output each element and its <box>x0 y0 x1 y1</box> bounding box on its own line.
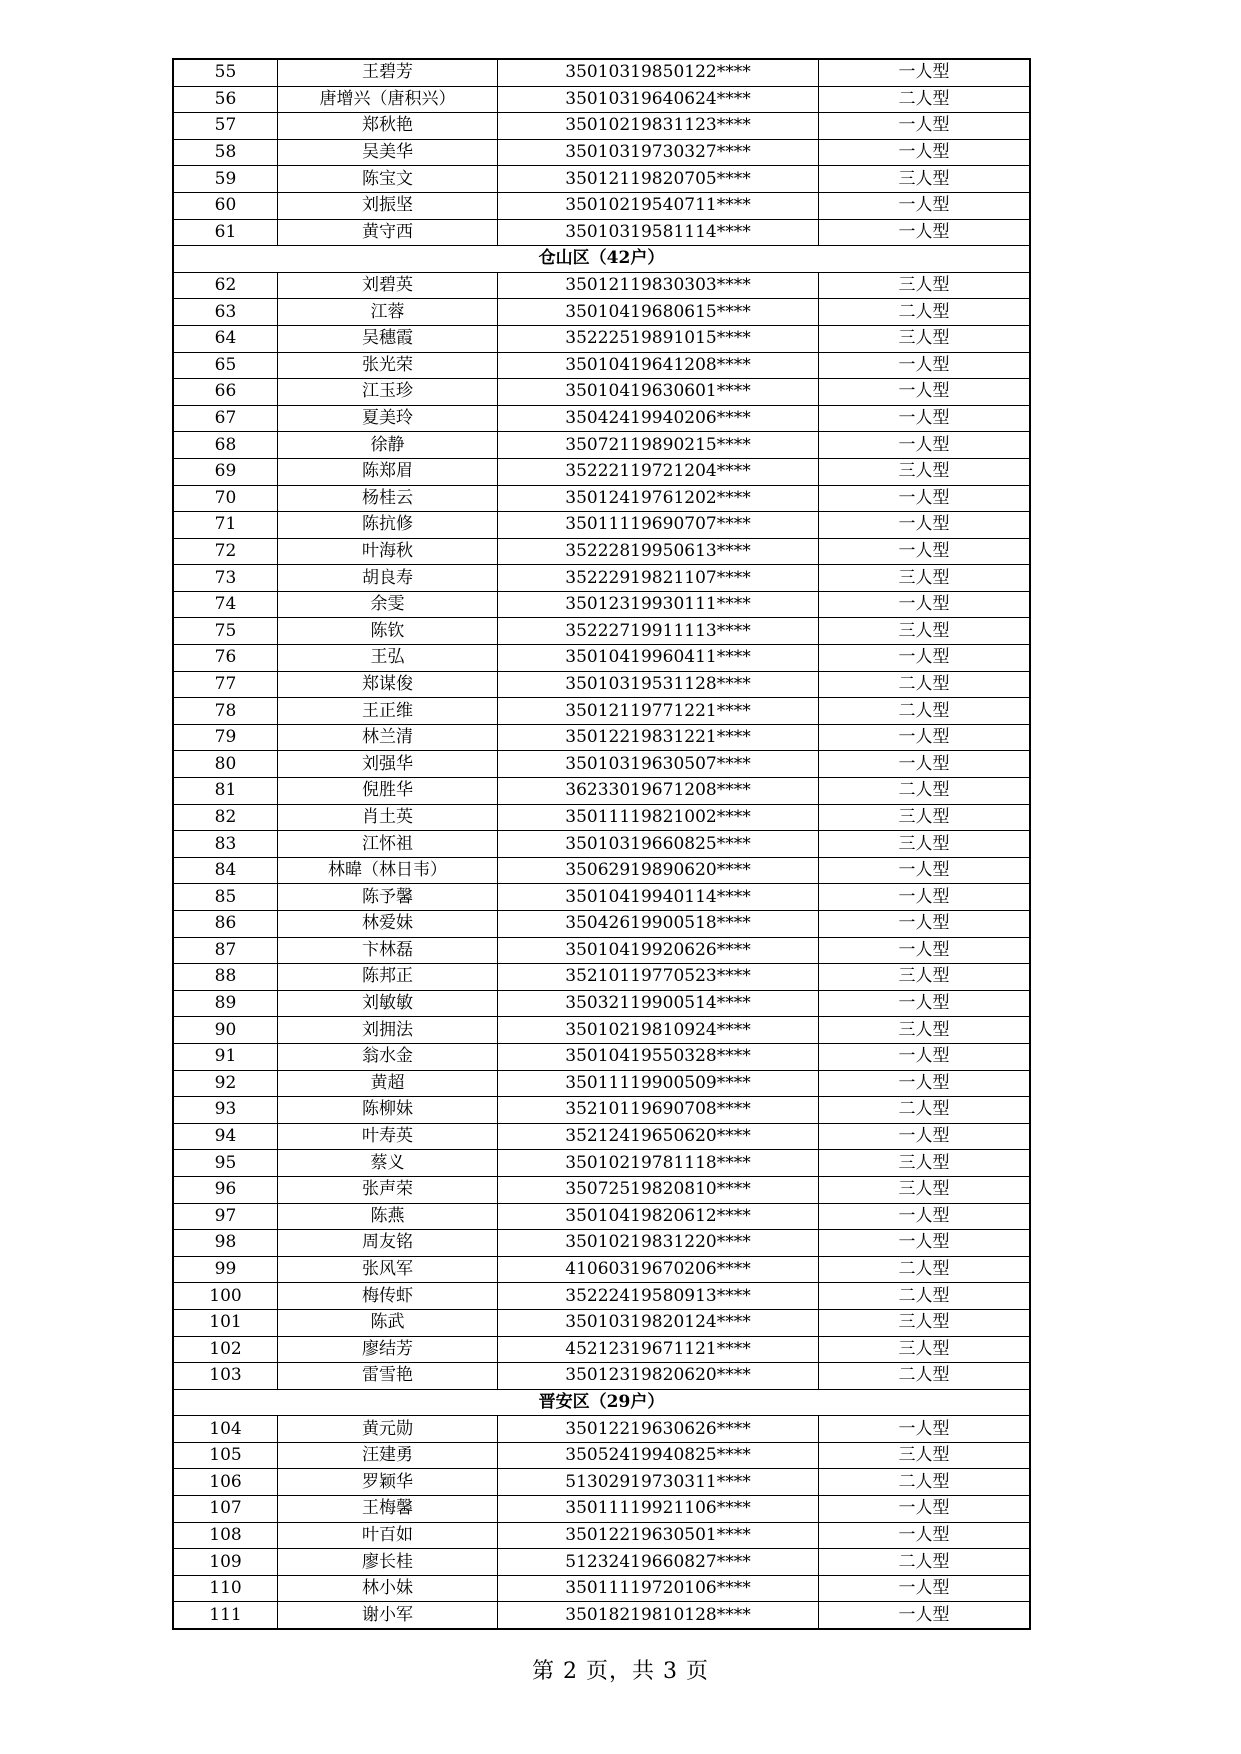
household-type: 一人型 <box>819 379 1031 406</box>
table-row <box>173 1123 1030 1150</box>
household-type: 二人型 <box>819 1097 1031 1124</box>
applicant-name: 吴美华 <box>278 139 498 166</box>
household-type: 三人型 <box>819 1176 1031 1203</box>
row-number: 71 <box>173 512 278 539</box>
household-type: 二人型 <box>819 671 1031 698</box>
table-row <box>173 1150 1030 1177</box>
id-number: 35010419641208**** <box>498 352 819 379</box>
applicant-name: 胡良寿 <box>278 565 498 592</box>
id-number: 35010319850122**** <box>498 59 819 86</box>
household-type: 一人型 <box>819 1575 1031 1602</box>
id-number: 51232419660827**** <box>498 1549 819 1576</box>
id-number: 41060319670206**** <box>498 1256 819 1283</box>
applicant-name: 陈予馨 <box>278 884 498 911</box>
row-number: 75 <box>173 618 278 645</box>
household-type: 一人型 <box>819 857 1031 884</box>
row-number: 87 <box>173 937 278 964</box>
table-row <box>173 352 1030 379</box>
household-type: 三人型 <box>819 1017 1031 1044</box>
applicant-name: 张光荣 <box>278 352 498 379</box>
table-row <box>173 325 1030 352</box>
household-type: 三人型 <box>819 565 1031 592</box>
id-number: 35011119720106**** <box>498 1575 819 1602</box>
id-number: 35042419940206**** <box>498 405 819 432</box>
row-number: 82 <box>173 804 278 831</box>
applicant-name: 陈郑眉 <box>278 458 498 485</box>
id-number: 35011119900509**** <box>498 1070 819 1097</box>
row-number: 68 <box>173 432 278 459</box>
household-type: 一人型 <box>819 1123 1031 1150</box>
table-row <box>173 512 1030 539</box>
id-number: 35222719911113**** <box>498 618 819 645</box>
row-number: 91 <box>173 1043 278 1070</box>
table-row <box>173 911 1030 938</box>
id-number: 35210119770523**** <box>498 964 819 991</box>
row-number: 60 <box>173 192 278 219</box>
row-number: 98 <box>173 1230 278 1257</box>
row-number: 105 <box>173 1442 278 1469</box>
applicant-name: 黄元勋 <box>278 1416 498 1443</box>
household-type: 一人型 <box>819 432 1031 459</box>
id-number: 35012219630626**** <box>498 1416 819 1443</box>
applicant-name: 刘强华 <box>278 751 498 778</box>
id-number: 35010319820124**** <box>498 1309 819 1336</box>
table-row <box>173 272 1030 299</box>
id-number: 35222519891015**** <box>498 325 819 352</box>
table-row <box>173 1575 1030 1602</box>
table-row <box>173 724 1030 751</box>
household-type: 二人型 <box>819 1549 1031 1576</box>
id-number: 35011119921106**** <box>498 1496 819 1523</box>
table-row <box>173 113 1030 140</box>
household-type: 一人型 <box>819 1043 1031 1070</box>
table-row <box>173 59 1030 86</box>
table-row <box>173 405 1030 432</box>
table-row <box>173 937 1030 964</box>
id-number: 35032119900514**** <box>498 990 819 1017</box>
id-number: 35012119830303**** <box>498 272 819 299</box>
household-type: 一人型 <box>819 1203 1031 1230</box>
applicant-name: 叶海秋 <box>278 538 498 565</box>
applicant-name: 周友铭 <box>278 1230 498 1257</box>
row-number: 79 <box>173 724 278 751</box>
applicant-name: 倪胜华 <box>278 778 498 805</box>
household-type: 三人型 <box>819 1150 1031 1177</box>
household-type: 一人型 <box>819 884 1031 911</box>
id-number: 35222919821107**** <box>498 565 819 592</box>
household-type: 二人型 <box>819 778 1031 805</box>
household-type: 三人型 <box>819 804 1031 831</box>
household-type: 一人型 <box>819 1070 1031 1097</box>
row-number: 102 <box>173 1336 278 1363</box>
table-row <box>173 219 1030 246</box>
applicant-name: 陈柳妹 <box>278 1097 498 1124</box>
applicant-name: 廖结芳 <box>278 1336 498 1363</box>
row-number: 80 <box>173 751 278 778</box>
row-number: 69 <box>173 458 278 485</box>
row-number: 83 <box>173 831 278 858</box>
id-number: 35012219630501**** <box>498 1522 819 1549</box>
row-number: 85 <box>173 884 278 911</box>
household-type: 一人型 <box>819 751 1031 778</box>
table-row <box>173 1256 1030 1283</box>
applicant-name: 江玉珍 <box>278 379 498 406</box>
table-row <box>173 1230 1030 1257</box>
applicant-name: 梅传虾 <box>278 1283 498 1310</box>
row-number: 64 <box>173 325 278 352</box>
id-number: 36233019671208**** <box>498 778 819 805</box>
id-number: 35010319531128**** <box>498 671 819 698</box>
household-type: 一人型 <box>819 911 1031 938</box>
household-type: 三人型 <box>819 272 1031 299</box>
row-number: 88 <box>173 964 278 991</box>
applicant-name: 雷雪艳 <box>278 1363 498 1390</box>
household-type: 三人型 <box>819 1336 1031 1363</box>
row-number: 107 <box>173 1496 278 1523</box>
table-row <box>173 458 1030 485</box>
row-number: 61 <box>173 219 278 246</box>
row-number: 74 <box>173 591 278 618</box>
household-type: 一人型 <box>819 59 1031 86</box>
table-row <box>173 485 1030 512</box>
table-row <box>173 645 1030 672</box>
row-number: 94 <box>173 1123 278 1150</box>
household-type: 二人型 <box>819 1283 1031 1310</box>
applicant-name: 陈钦 <box>278 618 498 645</box>
table-row <box>173 299 1030 326</box>
id-number: 35010219810924**** <box>498 1017 819 1044</box>
id-number: 35010419680615**** <box>498 299 819 326</box>
row-number: 101 <box>173 1309 278 1336</box>
table-row <box>173 1522 1030 1549</box>
row-number: 96 <box>173 1176 278 1203</box>
id-number: 35062919890620**** <box>498 857 819 884</box>
applicant-name: 陈宝文 <box>278 166 498 193</box>
applicant-name: 林暐（林日韦） <box>278 857 498 884</box>
table-row <box>173 671 1030 698</box>
page-footer: 第 2 页，共 3 页 <box>532 1659 709 1684</box>
row-number: 89 <box>173 990 278 1017</box>
applicant-name: 汪建勇 <box>278 1442 498 1469</box>
applicant-name: 刘振坚 <box>278 192 498 219</box>
id-number: 35010219831123**** <box>498 113 819 140</box>
applicant-name: 夏美玲 <box>278 405 498 432</box>
applicant-name: 卞林磊 <box>278 937 498 964</box>
row-number: 84 <box>173 857 278 884</box>
applicant-name: 林爱妹 <box>278 911 498 938</box>
id-number: 35012419761202**** <box>498 485 819 512</box>
applicant-name: 江怀祖 <box>278 831 498 858</box>
household-type: 三人型 <box>819 458 1031 485</box>
row-number: 55 <box>173 59 278 86</box>
id-number: 35212419650620**** <box>498 1123 819 1150</box>
applicant-name: 余雯 <box>278 591 498 618</box>
table-row <box>173 698 1030 725</box>
row-number: 63 <box>173 299 278 326</box>
table-row <box>173 1469 1030 1496</box>
household-type: 一人型 <box>819 219 1031 246</box>
applicant-name: 刘敏敏 <box>278 990 498 1017</box>
row-number: 90 <box>173 1017 278 1044</box>
household-type: 三人型 <box>819 831 1031 858</box>
applicant-name: 叶寿英 <box>278 1123 498 1150</box>
table-row <box>173 1602 1030 1629</box>
row-number: 108 <box>173 1522 278 1549</box>
row-number: 103 <box>173 1363 278 1390</box>
row-number: 78 <box>173 698 278 725</box>
household-type: 三人型 <box>819 166 1031 193</box>
id-number: 51302919730311**** <box>498 1469 819 1496</box>
id-number: 35010419940114**** <box>498 884 819 911</box>
id-number: 35010319640624**** <box>498 86 819 113</box>
applicant-name: 陈邦正 <box>278 964 498 991</box>
row-number: 95 <box>173 1150 278 1177</box>
household-type: 一人型 <box>819 1416 1031 1443</box>
household-type: 一人型 <box>819 591 1031 618</box>
household-type: 二人型 <box>819 86 1031 113</box>
household-type: 三人型 <box>819 1442 1031 1469</box>
row-number: 99 <box>173 1256 278 1283</box>
id-number: 45212319671121**** <box>498 1336 819 1363</box>
table-row <box>173 1070 1030 1097</box>
district-section-title: 仓山区（42户） <box>173 246 1030 273</box>
id-number: 35010419920626**** <box>498 937 819 964</box>
household-type: 一人型 <box>819 113 1031 140</box>
table-row <box>173 1496 1030 1523</box>
applicant-name: 林兰清 <box>278 724 498 751</box>
id-number: 35010319730327**** <box>498 139 819 166</box>
applicant-name: 蔡义 <box>278 1150 498 1177</box>
household-type: 一人型 <box>819 1496 1031 1523</box>
id-number: 35010219781118**** <box>498 1150 819 1177</box>
applicant-name: 张声荣 <box>278 1176 498 1203</box>
table-row <box>173 192 1030 219</box>
table-row <box>173 86 1030 113</box>
applicant-name: 王正维 <box>278 698 498 725</box>
row-number: 57 <box>173 113 278 140</box>
applicant-name: 唐增兴（唐积兴） <box>278 86 498 113</box>
row-number: 92 <box>173 1070 278 1097</box>
row-number: 73 <box>173 565 278 592</box>
id-number: 35018219810128**** <box>498 1602 819 1629</box>
household-type: 一人型 <box>819 192 1031 219</box>
applicant-name: 王碧芳 <box>278 59 498 86</box>
applicant-name: 罗颖华 <box>278 1469 498 1496</box>
row-number: 93 <box>173 1097 278 1124</box>
household-type: 二人型 <box>819 1363 1031 1390</box>
id-number: 35010419820612**** <box>498 1203 819 1230</box>
table-row <box>173 804 1030 831</box>
id-number: 35222819950613**** <box>498 538 819 565</box>
row-number: 97 <box>173 1203 278 1230</box>
table-row <box>173 1309 1030 1336</box>
table-row <box>173 1416 1030 1443</box>
id-number: 35010419630601**** <box>498 379 819 406</box>
district-section-row <box>173 1389 1030 1416</box>
row-number: 77 <box>173 671 278 698</box>
household-type: 三人型 <box>819 964 1031 991</box>
applicant-name: 王梅馨 <box>278 1496 498 1523</box>
table-row <box>173 618 1030 645</box>
household-type: 二人型 <box>819 299 1031 326</box>
table-row <box>173 1363 1030 1390</box>
id-number: 35010319630507**** <box>498 751 819 778</box>
row-number: 81 <box>173 778 278 805</box>
applicant-name: 刘拥法 <box>278 1017 498 1044</box>
applicant-name: 杨桂云 <box>278 485 498 512</box>
row-number: 56 <box>173 86 278 113</box>
table-row <box>173 1176 1030 1203</box>
table-row <box>173 1283 1030 1310</box>
applicant-name: 谢小军 <box>278 1602 498 1629</box>
id-number: 35011119690707**** <box>498 512 819 539</box>
table-row <box>173 1043 1030 1070</box>
row-number: 59 <box>173 166 278 193</box>
row-number: 65 <box>173 352 278 379</box>
table-row <box>173 831 1030 858</box>
household-type: 一人型 <box>819 405 1031 432</box>
table-row <box>173 1097 1030 1124</box>
applicant-name: 肖土英 <box>278 804 498 831</box>
household-type: 三人型 <box>819 1309 1031 1336</box>
district-section-row <box>173 246 1030 273</box>
id-number: 35010219540711**** <box>498 192 819 219</box>
household-type: 一人型 <box>819 485 1031 512</box>
id-number: 35012119820705**** <box>498 166 819 193</box>
row-number: 100 <box>173 1283 278 1310</box>
id-number: 35012319820620**** <box>498 1363 819 1390</box>
household-type: 一人型 <box>819 937 1031 964</box>
household-type: 一人型 <box>819 724 1031 751</box>
table-row <box>173 565 1030 592</box>
id-number: 35222119721204**** <box>498 458 819 485</box>
row-number: 66 <box>173 379 278 406</box>
applicant-name: 郑秋艳 <box>278 113 498 140</box>
table-row <box>173 751 1030 778</box>
row-number: 76 <box>173 645 278 672</box>
applicant-name: 黄守西 <box>278 219 498 246</box>
row-number: 58 <box>173 139 278 166</box>
id-number: 35010219831220**** <box>498 1230 819 1257</box>
household-type: 一人型 <box>819 1522 1031 1549</box>
table-row <box>173 379 1030 406</box>
applicant-name: 林小妹 <box>278 1575 498 1602</box>
table-row <box>173 1442 1030 1469</box>
household-type: 一人型 <box>819 645 1031 672</box>
id-number: 35072119890215**** <box>498 432 819 459</box>
household-type: 一人型 <box>819 352 1031 379</box>
applicant-name: 张风军 <box>278 1256 498 1283</box>
id-number: 35010419550328**** <box>498 1043 819 1070</box>
table-row <box>173 1336 1030 1363</box>
row-number: 70 <box>173 485 278 512</box>
household-type: 一人型 <box>819 1602 1031 1629</box>
id-number: 35042619900518**** <box>498 911 819 938</box>
applicant-name: 翁水金 <box>278 1043 498 1070</box>
applicant-name: 叶百如 <box>278 1522 498 1549</box>
applicant-name: 黄超 <box>278 1070 498 1097</box>
table-row <box>173 990 1030 1017</box>
table-row <box>173 1017 1030 1044</box>
household-table-body <box>173 59 1030 1629</box>
row-number: 111 <box>173 1602 278 1629</box>
table-row <box>173 964 1030 991</box>
applicant-name: 吴穗霞 <box>278 325 498 352</box>
table-row <box>173 778 1030 805</box>
id-number: 35222419580913**** <box>498 1283 819 1310</box>
applicant-name: 刘碧英 <box>278 272 498 299</box>
table-row <box>173 1549 1030 1576</box>
id-number: 35072519820810**** <box>498 1176 819 1203</box>
household-type: 一人型 <box>819 538 1031 565</box>
row-number: 104 <box>173 1416 278 1443</box>
table-row <box>173 139 1030 166</box>
household-type: 二人型 <box>819 1469 1031 1496</box>
id-number: 35010319581114**** <box>498 219 819 246</box>
applicant-name: 王弘 <box>278 645 498 672</box>
household-type: 一人型 <box>819 990 1031 1017</box>
household-type: 二人型 <box>819 698 1031 725</box>
table-row <box>173 538 1030 565</box>
id-number: 35012319930111**** <box>498 591 819 618</box>
table-row <box>173 166 1030 193</box>
table-row <box>173 1203 1030 1230</box>
applicant-name: 徐静 <box>278 432 498 459</box>
applicant-name: 陈抗修 <box>278 512 498 539</box>
applicant-name: 郑谋俊 <box>278 671 498 698</box>
table-row <box>173 857 1030 884</box>
row-number: 67 <box>173 405 278 432</box>
household-type: 二人型 <box>819 1256 1031 1283</box>
row-number: 110 <box>173 1575 278 1602</box>
applicant-name: 廖长桂 <box>278 1549 498 1576</box>
id-number: 35012119771221**** <box>498 698 819 725</box>
applicant-name: 陈武 <box>278 1309 498 1336</box>
table-row <box>173 432 1030 459</box>
household-type: 三人型 <box>819 325 1031 352</box>
household-type: 一人型 <box>819 1230 1031 1257</box>
table-row <box>173 884 1030 911</box>
id-number: 35010419960411**** <box>498 645 819 672</box>
row-number: 72 <box>173 538 278 565</box>
applicant-name: 江蓉 <box>278 299 498 326</box>
household-type: 三人型 <box>819 618 1031 645</box>
row-number: 109 <box>173 1549 278 1576</box>
applicant-name: 陈燕 <box>278 1203 498 1230</box>
id-number: 35210119690708**** <box>498 1097 819 1124</box>
row-number: 62 <box>173 272 278 299</box>
household-type: 一人型 <box>819 512 1031 539</box>
id-number: 35011119821002**** <box>498 804 819 831</box>
row-number: 106 <box>173 1469 278 1496</box>
district-section-title: 晋安区（29户） <box>173 1389 1030 1416</box>
row-number: 86 <box>173 911 278 938</box>
id-number: 35012219831221**** <box>498 724 819 751</box>
id-number: 35010319660825**** <box>498 831 819 858</box>
household-type: 一人型 <box>819 139 1031 166</box>
id-number: 35052419940825**** <box>498 1442 819 1469</box>
table-row <box>173 591 1030 618</box>
household-table <box>172 58 1031 1630</box>
